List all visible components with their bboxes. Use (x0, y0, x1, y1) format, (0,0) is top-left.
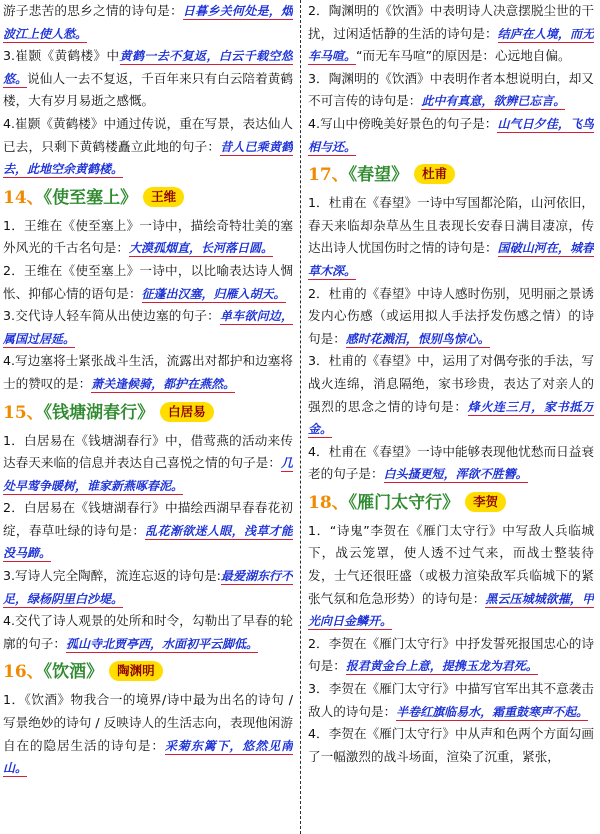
list-item: 4.写山中傍晚美好景色的句子是：山气日夕佳，飞鸟相与还。 (308, 115, 594, 154)
list-item: 2．白居易在《钱塘湖春行》中描绘西湖早春春花初绽，春草吐绿的诗句是：乱花渐欲迷人眼，浅草才能没马蹄。 (3, 500, 293, 561)
list-item: 4.写边塞将士紧张战斗生活，流露出对都护和边塞将士的赞叹的是：萧关逢候骑，都护在燕然。 (3, 353, 293, 391)
answer: 单车欲问边，属国过居延。 (3, 309, 293, 346)
list-item: 1．杜甫在《春望》一诗中写国都沦陷，山河依旧，春天来临却杂草丛生且表现长安春日满目凄凉，传达出诗人忧国伤时之情的诗句是：国破山河在，城春草木深。 (308, 195, 594, 278)
section-title: 《使至塞上》 (43, 187, 138, 208)
list-item: 1．白居易在《钱塘湖春行》中，借莺燕的活动来传达春天来临的信息并表达自己喜悦之情的句子是：几处早莺争暖树，谁家新燕啄春泥。 (3, 432, 293, 493)
list-item: 2．王维在《使至塞上》一诗中，以比喻表达诗人惆怅、抑郁心情的语句是：征蓬出汉塞，归雁入胡天。 (3, 262, 293, 301)
list-item: 2．陶渊明的《饮酒》中表明诗人决意摆脱尘世的干扰，过闲适恬静的生活的诗句是：结庐在人境，而无车马喧。“而无车马喧”的原因是：心远地自偏。 (308, 3, 594, 64)
column-divider (300, 0, 301, 834)
section-heading (308, 160, 594, 190)
section-heading (308, 488, 594, 518)
section-heading (3, 183, 293, 213)
answer: 征蓬出汉塞，归雁入胡天。 (141, 286, 286, 301)
author-badge: 李贺 (465, 492, 506, 512)
list-item: 3．陶渊明的《饮酒》中表明作者本想说明白，却又不可言传的诗句是：此中有真意，欲辨已忘言。 (308, 70, 594, 109)
answer: 日暮乡关何处是，烟波江上使人愁。 (3, 4, 293, 41)
author-badge: 白居易 (160, 402, 214, 422)
section-heading (3, 398, 293, 428)
section-title: 《钱塘湖春行》 (43, 402, 155, 423)
list-item: 4．杜甫在《春望》一诗中能够表现他忧愁而日益衰老的句子是：白头搔更短，浑欲不胜簪。 (308, 443, 594, 482)
answer: 黄鹤一去不复返，白云千载空悠悠。 (3, 49, 293, 86)
answer: 感时花溅泪，恨别鸟惊心。 (345, 331, 490, 346)
author-badge: 陶渊明 (109, 661, 163, 681)
answer: 半卷红旗临易水，霜重鼓寒声不起。 (396, 704, 589, 719)
answer: 结庐在人境，而无车马喧。 (308, 26, 594, 64)
answer: 最爱湖东行不足，绿杨阴里白沙堤。 (3, 569, 293, 606)
answer: 报君黄金台上意，提携玉龙为君死。 (345, 659, 538, 674)
section-title: 《雁门太守行》 (348, 492, 460, 513)
answer: 大漠孤烟直，长河落日圆。 (128, 241, 273, 256)
section-number: 14、 (3, 187, 44, 208)
section-number: 15、 (3, 402, 44, 423)
list-item: 2．杜甫的《春望》中诗人感时伤别，见明丽之景诱发内心伤感（或运用拟人手法抒发伤感之情）的诗句是：感时花溅泪，恨别鸟惊心。 (308, 285, 594, 346)
section-heading (3, 657, 293, 687)
answer: 烽火连三月，家书抵万金。 (308, 399, 594, 437)
section-title: 《春望》 (348, 165, 409, 186)
section-number: 17、 (308, 165, 349, 186)
author-badge: 王维 (143, 187, 184, 207)
answer: 山气日夕佳，飞鸟相与还。 (308, 116, 594, 154)
list-item: 游子悲苦的思乡之情的诗句是：日暮乡关何处是，烟波江上使人愁。 (3, 3, 293, 41)
answer: 采菊东篱下，悠然见南山。 (3, 738, 293, 776)
answer: 黑云压城城欲摧，甲光向日金鳞开。 (308, 591, 594, 629)
list-item: 3.写诗人完全陶醉，流连忘返的诗句是:最爱湖东行不足，绿杨阴里白沙堤。 (3, 568, 293, 606)
list-item: 1．王维在《使至塞上》一诗中，描绘奇特壮美的塞外风光的千古名句是：大漠孤烟直，长河落日圆。 (3, 217, 293, 256)
answer: 白头搔更短，浑欲不胜簪。 (383, 467, 528, 482)
list-item: 3.崔颢《黄鹤楼》中黄鹤一去不复返，白云千载空悠悠。说仙人一去不复返，千百年来只有白云陪着黄鹤楼，大有岁月易逝之感慨。 (3, 48, 293, 109)
answer: 几处早莺争暖树，谁家新燕啄春泥。 (3, 456, 293, 493)
answer: 国破山河在，城春草木深。 (308, 241, 594, 278)
left-column (3, 0, 293, 834)
list-item: 3．杜甫的《春望》中，运用了对偶夸张的手法，写战火连绵，消息隔绝，家书珍贵，表达了对亲人的强烈的思念之情的诗句是：烽火连三月，家书抵万金。 (308, 353, 594, 437)
answer: 萧关逢候骑，都护在燕然。 (91, 376, 236, 391)
list-item: 3.交代诗人轻车简从出使边塞的句子：单车欲问边，属国过居延。 (3, 308, 293, 346)
section-number: 16、 (3, 662, 44, 683)
answer: 昔人已乘黄鹤去，此地空余黄鹤楼。 (3, 139, 293, 177)
list-item: 1．“诗鬼”李贺在《雁门太守行》中写敌人兵临城下，战云笼罩，使人透不过气来，而战士整装待发，士气还很旺盛（或极力渲染敌军兵临城下的紧张气氛和危急形势）的诗句是：黑云压城城欲摧，甲光向日金鳞开。 (308, 522, 594, 629)
list-item: 2．李贺在《雁门太守行》中抒发誓死报国忠心的诗句是：报君黄金台上意，提携玉龙为君死。 (308, 635, 594, 674)
answer: 此中有真意，欲辨已忘言。 (421, 94, 566, 109)
list-item: 1．《饮酒》物我合一的境界/诗中最为出名的诗句 / 写景绝妙的诗句 / 反映诗人的生活志向，表现他闲游自在的隐居生活的诗句是：采菊东篱下，悠然见南山。 (3, 692, 293, 776)
right-column (308, 0, 594, 834)
list-item: 4.交代了诗人观景的处所和时令，勾勒出了早春的轮廓的句子：孤山寺北贾亭西，水面初平云脚低。 (3, 613, 293, 651)
section-title: 《饮酒》 (43, 662, 104, 683)
answer: 孤山寺北贾亭西，水面初平云脚低。 (65, 636, 258, 651)
list-item: 3．李贺在《雁门太守行》中描写官军出其不意袭击敌人的诗句是：半卷红旗临易水，霜重鼓寒声不起。 (308, 681, 594, 719)
section-number: 18、 (308, 492, 349, 513)
list-item: 4.崔颢《黄鹤楼》中通过传说，重在写景，表达仙人已去，只剩下黄鹤楼矗立此地的句子：昔人已乘黄鹤去，此地空余黄鹤楼。 (3, 115, 293, 177)
list-item: 4．李贺在《雁门太守行》中从声和色两个方面勾画了一幅激烈的战斗场面，渲染了沉重，紧张， (308, 726, 594, 764)
answer: 乱花渐欲迷人眼，浅草才能没马蹄。 (3, 523, 293, 561)
author-badge: 杜甫 (414, 164, 455, 184)
